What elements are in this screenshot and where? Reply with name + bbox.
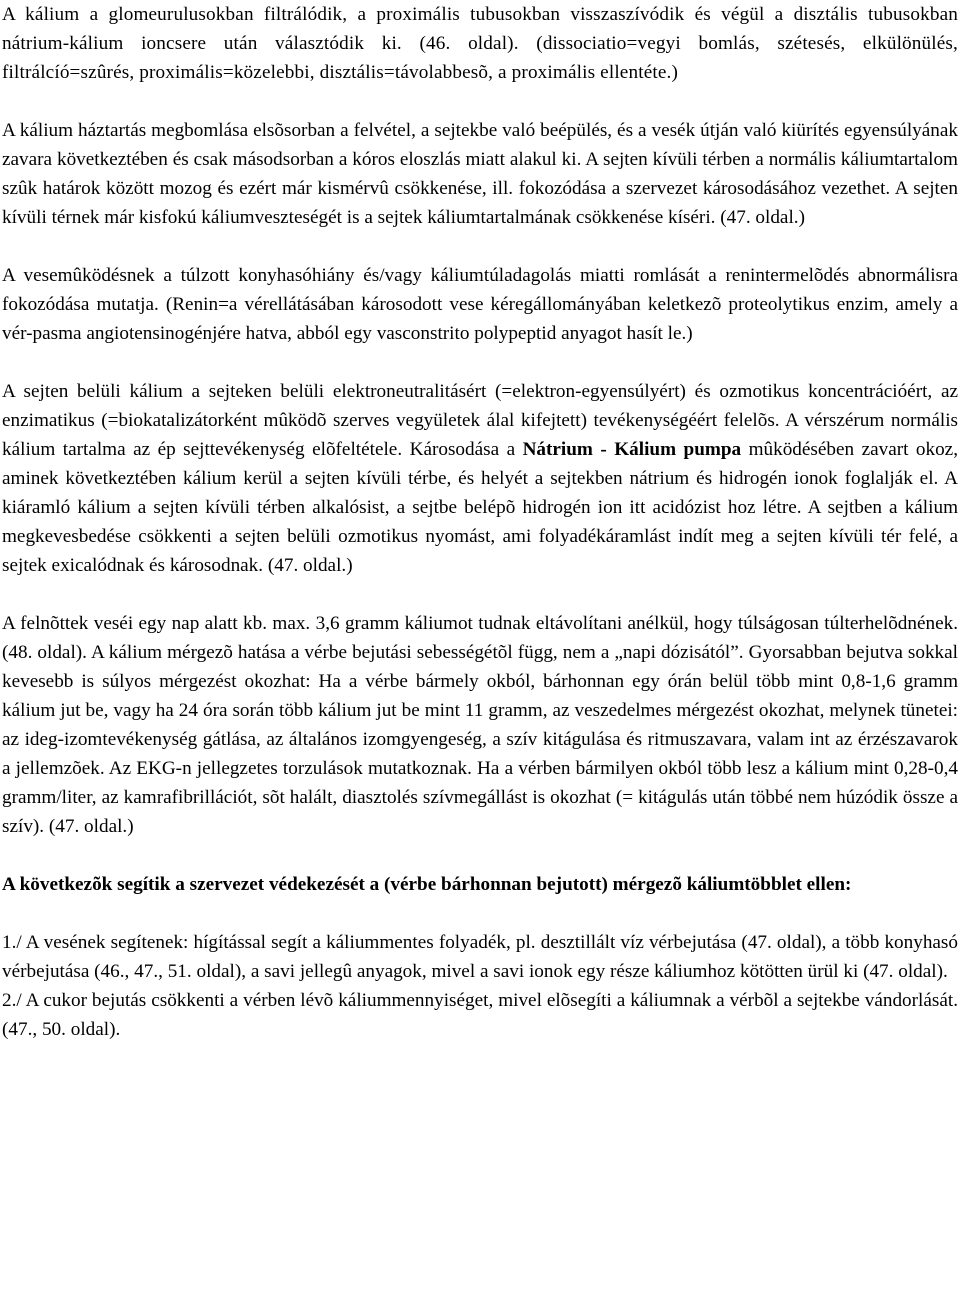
document-page (2, 0, 958, 1044)
paragraph-toxicity: A felnõttek veséi egy nap alatt kb. max. 3,6 gramm káliumot tudnak eltávolítani anélkül, hogy túlságosan túlterhelõdnének. (48. oldal). A kálium mérgezõ hatása a vérbe bejutási sebességétõl függ, nem a „napi dózisától”. Gyorsabban bejutva sokkal kevesebb is súlyos mérgezést okozhat: Ha a vérbe bármely okból, bárhonnan egy órán belül több mint 0,8-1,6 gramm kálium jut be, vagy ha 24 óra során több kálium jut be mint 11 gramm, az veszedelmes mérgezést okozhat, melynek tünetei: az ideg-izomtevékenység gátlása, az általános izomgyengeség, a szív kitágulása és ritmuszavara, valam int az érzészavarok a jellemzõek. Az EKG-n jellegzetes torzulások mutatkoznak. Ha a vérben bármilyen okból több lesz a kálium mint 0,28-0,4 gramm/liter, az kamrafibrillációt, sõt halált, diasztolés szívmegállást is okozhat (= kitágulás után többé nem húzódik össze a szív). (47. oldal.) (2, 613, 958, 837)
list-item-1: 1./ A vesének segítenek: hígítással segít a káliummentes folyadék, pl. desztillált víz vérbejutása (47. oldal), a több konyhasó vérbejutása (46., 47., 51. oldal), a savi jellegû anyagok, mivel a savi ionok egy része káliumhoz kötötten ürül ki (47. oldal). (2, 932, 958, 982)
sodium-potassium-pump-term: Nátrium - Kálium pumpa (522, 439, 742, 460)
paragraph-kalium-filtration: A kálium a glomeurulusokban filtrálódik, a proximális tubusokban visszaszívódik és végül a disztális tubusokban nátrium-kálium ioncsere után választódik ki. (46. oldal). (dissociatio=vegyi bomlás, szétesés, elkülönülés, filtrálcíó=szûrés, proximális=közelebbi, disztális=távolabbesõ, a proximális ellentéte.) (2, 4, 958, 83)
list-item-2: 2./ A cukor bejutás csökkenti a vérben lévõ káliummennyiséget, mivel elõsegíti a káliumnak a vérbõl a sejtekbe vándorlását. (47., 50. oldal). (2, 990, 958, 1040)
paragraph-renin: A vesemûködésnek a túlzott konyhasóhiány és/vagy káliumtúladagolás miatti romlását a renintermelõdés abnormálisra fokozódása mutatja. (Renin=a vérellátásában károsodott vese kéregállományában keletkezõ proteolytikus enzim, amely a vér-pasma angiotensinogénjére hatva, abból egy vasconstrito polypeptid anyagot hasít le.) (2, 265, 958, 344)
paragraph-potassium-balance: A kálium háztartás megbomlása elsõsorban a felvétel, a sejtekbe való beépülés, és a vesék útján való kiürítés egyensúlyának zavara következtében és csak másodsorban a kóros eloszlás miatt alakul ki. A sejten kívüli térben a normális káliumtartalom szûk határok között mozog és ezért már kismérvû csökkenése, ill. fokozódása a szervezet károsodásához vezethet. A sejten kívüli térnek már kisfokú káliumveszteségét is a sejtek káliumtartalmának csökkenése kíséri. (47. oldal.) (2, 120, 958, 228)
section-heading (2, 870, 958, 899)
paragraph-text-part: A sejten belüli kálium a sejteken belüli elektroneutralitásért (=elektron-egyensúlyért) és ozmotikus koncentrációért, az enzimatikus (=biokatalizátorként mûködõ szerves vegyületek álal kifejtett) tevékenységéért felelõs. A vérszérum normális kálium tartalma az ép sejttevékenység elõfeltétele. Károsodása a (2, 381, 958, 460)
section-heading-text: A következõk segítik a szervezet védekezését a (vérbe bárhonnan bejutott) mérgezõ káliumtöbblet ellen: (2, 874, 852, 895)
paragraph-intracellular-potassium (2, 377, 958, 580)
paragraph-text-part: mûködésében zavart okoz, aminek következtében kálium kerül a sejten kívüli térbe, és helyét a sejtekben nátrium és hidrogén ionok foglalják el. A kiáramló kálium a sejten kívüli térben alkalósist, a sejtbe belépõ hidrogén ion itt acidózist hoz létre. A sejtben a kálium megkevesbedése csökkenti a sejten belüli ozmotikus nyomást, ami folyadékáramlást indít meg a sejten kívüli tér felé, a sejtek exicalódnak és károsodnak. (47. oldal.) (2, 439, 958, 576)
